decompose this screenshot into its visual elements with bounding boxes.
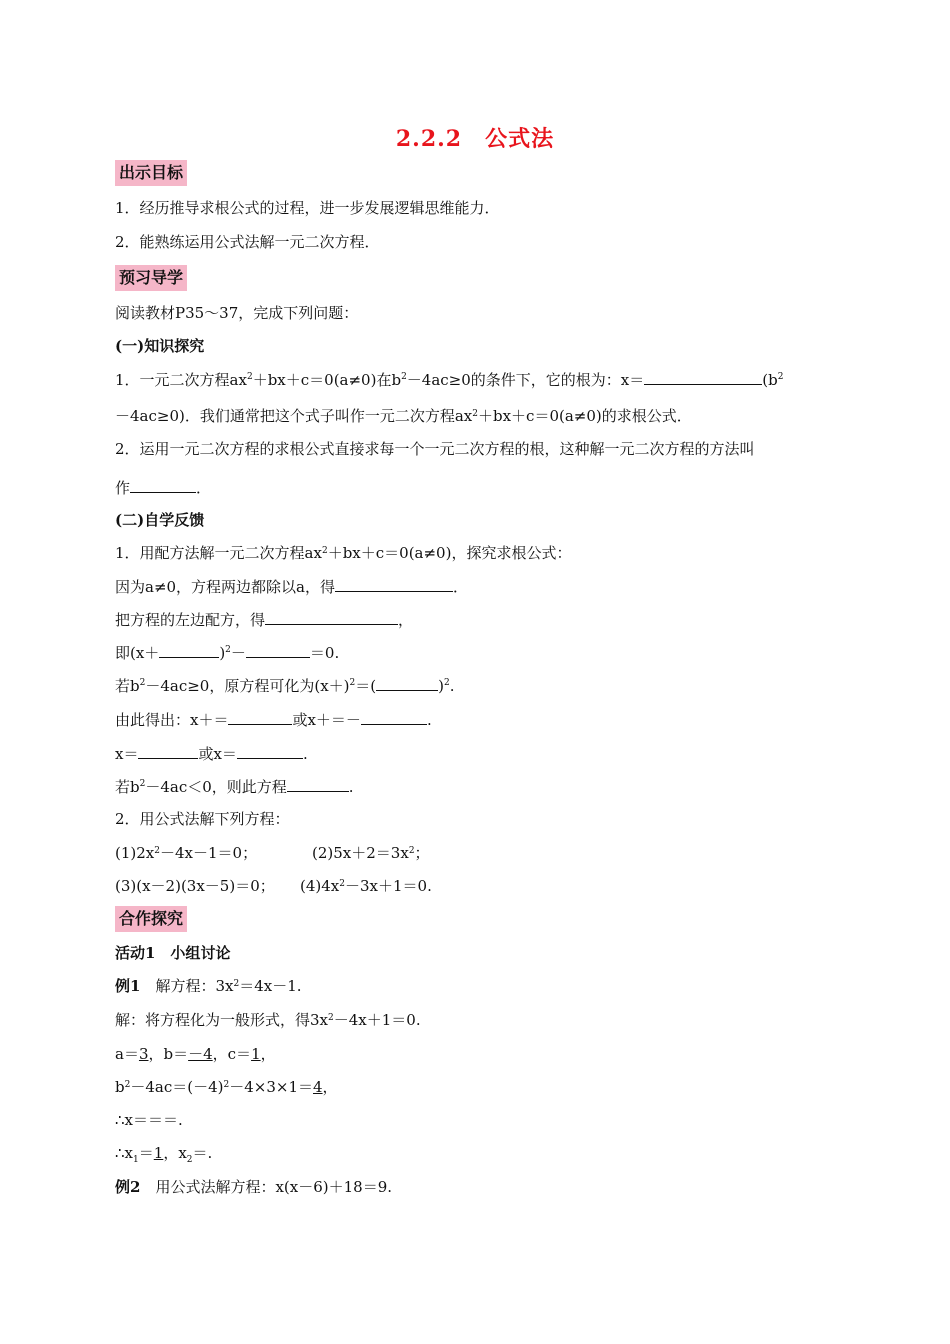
answer-blank[interactable]: [335, 575, 453, 592]
feedback-derive: 由此得出：x＋＝ 或x＋＝－ .: [115, 708, 432, 731]
knowledge-2-line2: 作 ．: [115, 476, 211, 499]
part2-heading: (二)自学反馈: [115, 511, 205, 529]
feedback-divide: 因为a≠0，方程两边都除以a，得 ．: [115, 575, 468, 598]
answer-blank[interactable]: [246, 641, 310, 658]
feedback-square-form: 即$(x+ )^2- =0$.: [115, 641, 339, 664]
answer-blank[interactable]: [159, 641, 219, 658]
question-2: 2．用公式法解下列方程：: [115, 810, 290, 828]
answer-blank[interactable]: [138, 742, 198, 759]
answer-blank[interactable]: [130, 476, 196, 493]
feedback-1: 1．用配方法解一元二次方程$ax^2+bx+c=0(a\ne 0)$，探究求根公式：: [115, 544, 572, 562]
question-2-item-3: (3)(x－2)(3x－5)＝0；: [115, 877, 275, 895]
knowledge-1-line1: 1．一元二次方程$ax^2+bx+c=0(a\ne 0)$在$b^2-4ac\ge 0$的条件下，它的根为：$x= (b^2$: [115, 368, 783, 391]
section-tag-goals: 出示目标: [115, 160, 187, 186]
question-2-items-a: $(1)2x^2-4x-1=0$；: [115, 844, 258, 862]
answer-blank[interactable]: [376, 674, 438, 691]
question-2-item-2: $(2)5x+2=3x^2$；: [312, 844, 430, 862]
example-1: 例1 解方程：$3x^2=4x-1$.: [115, 977, 302, 995]
knowledge-2-line1: 2．运用一元二次方程的求根公式直接求每一个一元二次方程的根，这种解一元二次方程的方法叫: [115, 440, 755, 458]
example-2: 例2 用公式法解方程：x(x－6)＋18＝9.: [115, 1178, 393, 1196]
answer-blank[interactable]: [644, 368, 762, 385]
activity-1-heading: 活动1 小组讨论: [115, 944, 231, 962]
preview-intro: 阅读教材P35～37，完成下列问题：: [115, 304, 359, 322]
solution-step-5: $\therefore x_1=1$，$x_2=$.: [115, 1144, 213, 1165]
feedback-negative: 若$b^2-4ac<0$，则此方程 .: [115, 775, 354, 798]
feedback-condition: 若$b^2-4ac\ge 0$，原方程可化为$(x+)^2=$( )$^2$.: [115, 674, 454, 697]
goal-2: 2．能熟练运用公式法解一元二次方程．: [115, 233, 380, 251]
goal-1: 1．经历推导求根公式的过程，进一步发展逻辑思维能力．: [115, 199, 500, 217]
solution-step-3: $b^2-4ac=(-4)^2-4\times 3\times 1=4$，: [115, 1078, 338, 1096]
answer-blank[interactable]: [228, 708, 292, 725]
section-tag-coop: 合作探究: [115, 906, 187, 932]
section-tag-preview: 预习导学: [115, 265, 187, 291]
answer-blank[interactable]: [287, 775, 349, 792]
feedback-roots: x＝ 或x＝ .: [115, 742, 308, 765]
page-title: 2.2.2 公式法: [395, 126, 555, 152]
answer-blank[interactable]: [237, 742, 303, 759]
answer-blank[interactable]: [265, 608, 398, 625]
part1-heading: (一)知识探究: [115, 337, 205, 355]
solution-step-4: ∴x＝＝＝.: [115, 1111, 183, 1129]
answer-blank[interactable]: [361, 708, 427, 725]
question-2-item-4: $(4)4x^2-3x+1=0$.: [300, 877, 432, 895]
solution-step-2: a＝3，b＝－4，c＝1，: [115, 1045, 276, 1063]
feedback-complete-square: 把方程的左边配方，得 ，: [115, 608, 413, 631]
solution-step-1: 解：将方程化为一般形式，得$3x^2-4x+1=0$.: [115, 1011, 421, 1029]
knowledge-1-line2: －4ac≥0)．我们通常把这个式子叫作一元二次方程$ax^2+bx+c=0(a\ne 0)$的求根公式．: [115, 407, 692, 425]
